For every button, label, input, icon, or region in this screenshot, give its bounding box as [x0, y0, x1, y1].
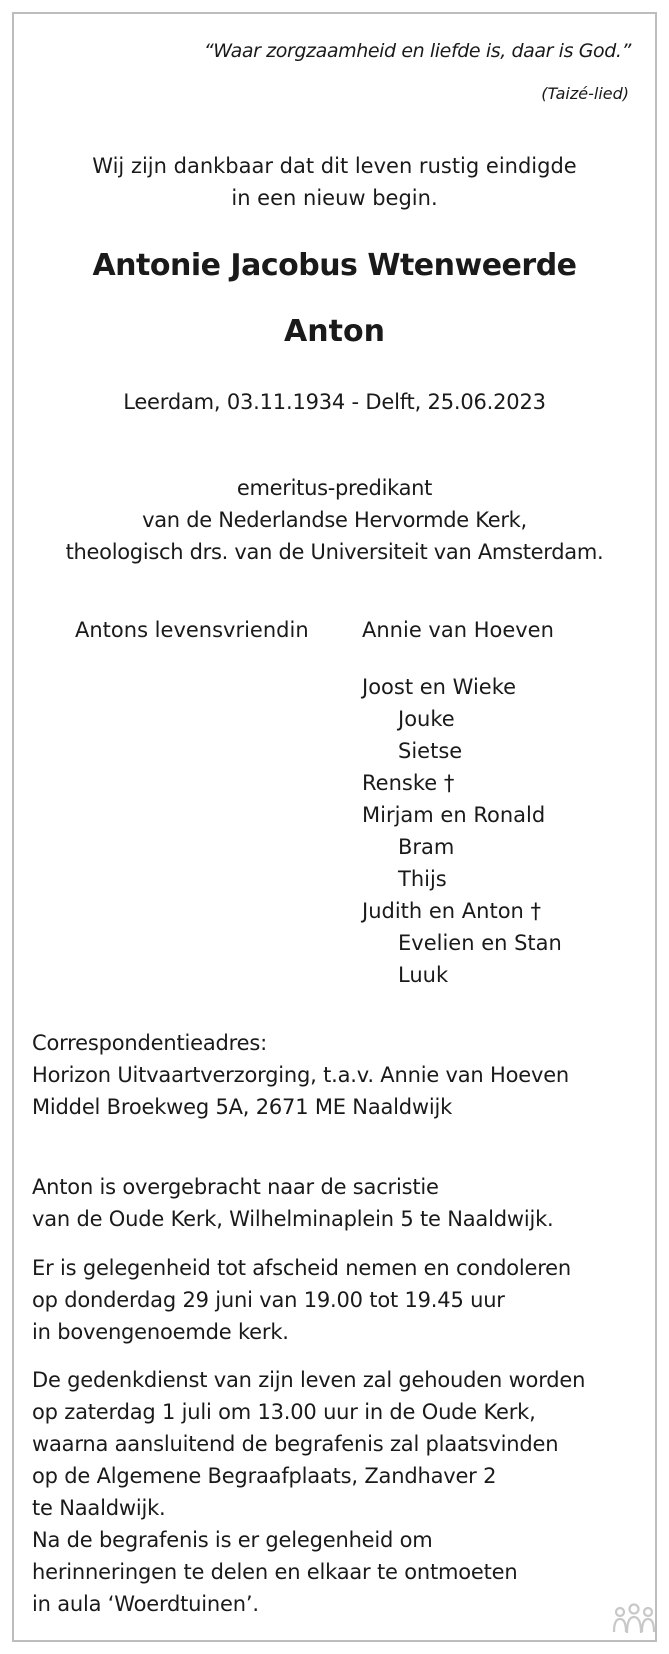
family-member: Joost en Wieke — [362, 675, 517, 699]
people-group-icon — [611, 1602, 657, 1638]
family-member: Evelien en Stan — [398, 931, 562, 955]
role-description — [0, 472, 669, 568]
family-member: Bram — [398, 835, 455, 859]
details-line: op zaterdag 1 juli om 13.00 uur in de Oude Kerk, — [32, 1400, 536, 1424]
deceased-full-name: Antonie Jacobus Wtenweerde — [92, 248, 577, 283]
opening-quote: “Waar zorgzaamheid en liefde is, daar is God.” — [203, 40, 631, 62]
correspondence-address — [32, 1027, 569, 1123]
role-line: van de Nederlandse Hervormde Kerk, — [142, 508, 527, 532]
details-line: in aula ‘Woerdtuinen’. — [32, 1592, 259, 1616]
details-line: Er is gelegenheid tot afscheid nemen en condoleren — [32, 1256, 572, 1280]
role-line: theologisch drs. van de Universiteit van Amsterdam. — [65, 540, 604, 564]
details-paragraph-2 — [32, 1252, 571, 1348]
details-paragraph-1 — [32, 1171, 554, 1235]
family-member: Mirjam en Ronald — [362, 803, 546, 827]
family-member: Thijs — [398, 867, 447, 891]
details-line: in bovengenoemde kerk. — [32, 1320, 289, 1344]
partner-name: Annie van Hoeven — [362, 618, 554, 642]
details-line: op de Algemene Begraafplaats, Zandhaver 2 — [32, 1464, 497, 1488]
deceased-nickname: Anton — [284, 314, 385, 349]
details-line: De gedenkdienst van zijn leven zal gehouden worden — [32, 1368, 586, 1392]
correspondence-line: Middel Broekweg 5A, 2671 ME Naaldwijk — [32, 1095, 453, 1119]
details-line: op donderdag 29 juni van 19.00 tot 19.45 uur — [32, 1288, 505, 1312]
birth-death-dates: Leerdam, 03.11.1934 - Delft, 25.06.2023 — [123, 390, 546, 414]
family-member: Sietse — [398, 739, 463, 763]
role-line: emeritus-predikant — [236, 476, 433, 500]
intro-text — [0, 150, 669, 214]
details-line: waarna aansluitend de begrafenis zal plaatsvinden — [32, 1432, 559, 1456]
details-line: van de Oude Kerk, Wilhelminaplein 5 te Naaldwijk. — [32, 1207, 554, 1231]
intro-line: Wij zijn dankbaar dat dit leven rustig eindigde — [92, 154, 577, 178]
details-paragraph-3 — [32, 1364, 585, 1620]
details-line: te Naaldwijk. — [32, 1496, 166, 1520]
family-member: Renske † — [362, 771, 455, 795]
quote-source: (Taizé-lied) — [541, 84, 629, 103]
correspondence-line: Correspondentieadres: — [32, 1031, 267, 1055]
family-member: Jouke — [398, 707, 455, 731]
family-label: Antons levensvriendin — [75, 618, 309, 642]
family-member: Luuk — [398, 963, 449, 987]
details-line: Anton is overgebracht naar de sacristie — [32, 1175, 439, 1199]
intro-line: in een nieuw begin. — [231, 186, 438, 210]
family-member: Judith en Anton † — [362, 899, 542, 923]
details-line: herinneringen te delen en elkaar te ontmoeten — [32, 1560, 518, 1584]
correspondence-line: Horizon Uitvaartverzorging, t.a.v. Annie van Hoeven — [32, 1063, 570, 1087]
details-line: Na de begrafenis is er gelegenheid om — [32, 1528, 433, 1552]
